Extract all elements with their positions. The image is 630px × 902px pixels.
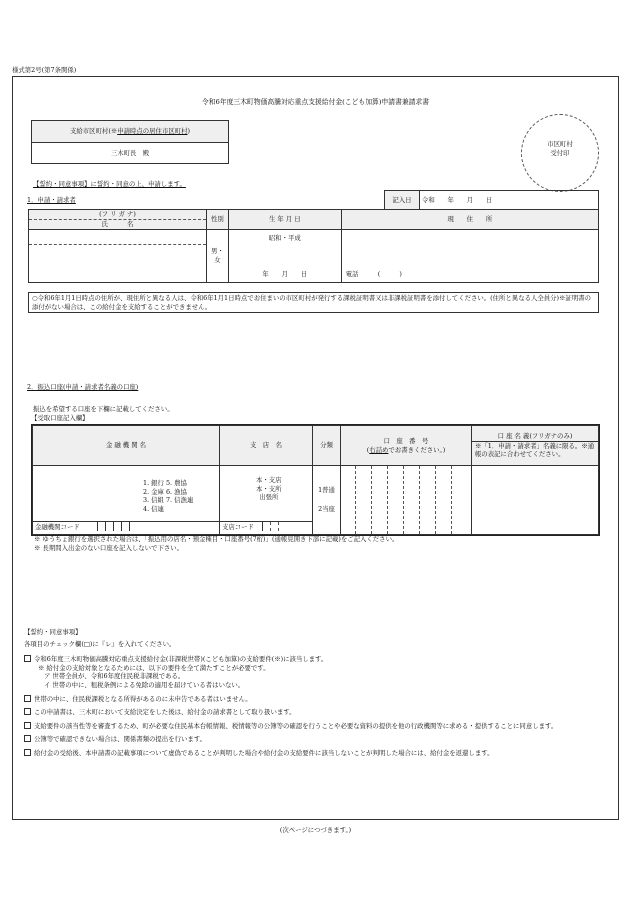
holder-field[interactable] [472, 466, 599, 535]
checkbox[interactable] [24, 695, 31, 702]
consent-notice: 【誓約・同意事項】に誓約・同意の上、申請します。 [33, 180, 186, 188]
name-field[interactable] [29, 230, 207, 283]
holder-label-cell [472, 426, 599, 466]
entry-date [384, 190, 599, 210]
account-table [31, 424, 600, 536]
form-number: 様式第2号(第7条関係) [12, 66, 77, 74]
dob-field[interactable] [228, 230, 341, 283]
account-notes [34, 535, 398, 552]
account-box-title: 【受取口座記入欄】 [31, 414, 89, 422]
stamp-line1: 市区町村 [547, 140, 573, 148]
consent-item[interactable]: 支給要件の該当性等を審査するため、町が必要な住民基本台帳情報、税情報等の公簿等の確認を行うことや必要な資料の提供を他の行政機関等に求める・提供することに同意します。 [24, 722, 596, 731]
account-note: ※ 長期間入出金のない口座を記入しないで下さい。 [34, 543, 184, 552]
bank-code-label: 金融機関コード [35, 523, 80, 531]
acct-label: 口 座 番 号 [383, 436, 429, 445]
consent-sub-note: イ 世帯の中に、租税条例による免除の適用を届けている者はいない。 [44, 680, 245, 689]
holder-label: 口 座 名 義(フリガナのみ) [472, 432, 598, 442]
checkbox[interactable] [24, 749, 31, 756]
addressee-box [31, 120, 229, 164]
consent-item[interactable]: 令和6年度三木町物価高騰対応重点支援給付金(非課税世帯)(こども加算)の支給要件(※)に該当します。 [24, 655, 596, 664]
checkbox[interactable] [24, 735, 31, 742]
branch-code-input[interactable] [262, 522, 286, 534]
acct-label-cell [341, 426, 472, 466]
bank-code-row [33, 521, 219, 534]
form-title: 令和6年度三木町物価高騰対応重点支援給付金(こども加算)申請書兼請求書 [201, 98, 430, 106]
holder-note: ※「1．申請・請求者」名義に限る。※通帳の表記に合わせてください。 [475, 441, 595, 459]
address-field[interactable] [341, 230, 598, 283]
address-label: 現 住 所 [341, 210, 598, 230]
name-label: 氏 名 [29, 219, 206, 229]
bank-code-input[interactable] [97, 522, 130, 534]
bank-field[interactable] [33, 466, 220, 535]
section2-heading: 2．振込口座(申請・請求者名義の口座) [27, 383, 139, 391]
consent-item[interactable]: この申請書は、三木町において支給決定をした後は、給付金の請求書として取り扱います。 [24, 708, 596, 717]
era-options: 昭和・平成 [268, 234, 301, 242]
checkbox[interactable] [24, 655, 31, 662]
consent-item[interactable]: 給付金の受給後、本申請書の記載事項について虚偽であることが判明した場合や給付金の支給要件に該当しないことが判明した場合には、給付金を返還します。 [24, 749, 596, 758]
consent-item[interactable]: 世帯の中に、住民税課税となる所得があるのに未申告である者はいません。 [24, 695, 596, 704]
type-label: 分類 [313, 426, 341, 466]
branch-code-row [220, 521, 312, 534]
branch-label: 支 店 名 [220, 426, 313, 466]
section1-heading: 1．申請・請求者 [27, 196, 76, 204]
branch-type-list[interactable]: 本・支店 本・支所 出張所 [256, 476, 282, 502]
footer-continued: (次ページにつづきます。) [279, 826, 352, 834]
phone-field[interactable]: 電話 ( ) [345, 270, 402, 279]
gender-options[interactable]: 男・女 [207, 230, 229, 283]
acct-number-field[interactable] [341, 466, 472, 535]
applicant-table [28, 209, 599, 283]
consent-item[interactable]: 公簿等で確認できない場合は、関係書類の提出を行います。 [24, 735, 596, 744]
dob-format: 年 月 日 [262, 270, 308, 279]
furigana-label: (フ リ ガ ナ) [99, 210, 136, 219]
account-intro: 振込を希望する口座を下欄に記載してください。 [33, 405, 174, 413]
consent-sub-note: ア 世帯全員が、令和6年度住民税非課税である。 [44, 672, 185, 681]
consent-list [24, 655, 596, 758]
dob-label: 生 年 月 日 [228, 210, 341, 230]
consent-heading: 【誓約・同意事項】 [24, 628, 82, 636]
bank-label: 金 融 機 関 名 [33, 426, 220, 466]
acct-note: (右詰めでお書きください。) [366, 445, 446, 454]
entry-date-field[interactable]: 令和 年 月 日 [420, 191, 599, 210]
consent-sub-note: ※ 給付金の支給対象となるためには、以下の要件を全て満たすことが必要です。 [38, 663, 270, 672]
name-header [29, 210, 207, 230]
stamp-line2: 受付印 [550, 148, 570, 157]
checkbox[interactable] [24, 722, 31, 729]
checkbox[interactable] [24, 708, 31, 715]
branch-field[interactable] [220, 466, 313, 535]
entry-date-label: 記入日 [385, 191, 420, 210]
branch-code-label: 支店コード [222, 523, 254, 531]
reception-stamp [521, 114, 599, 192]
consent-instruction: 各項目のチェック欄(□)に『レ』を入れてください。 [24, 640, 176, 648]
acct-type-field[interactable]: 1普通 2当座 [313, 466, 341, 535]
residence-note: ○令和6年1月1日時点の住所が、現住所と異なる人は、令和6年1月1日時点でお住まいの市区町村が発行する課税証明書又は非課税証明書を添付してください。(住所と異なる人全員分)※証明書の添付がない場合は、この給付金を支給することができません。 [28, 292, 599, 313]
account-note: ※ ゆうちょ銀行を選択された場合は、「振込用の店名・預金種目・口座番号(7桁)」(通帳見開き下部に記載)をご記入ください。 [34, 535, 399, 543]
addressee-name: 三木町長 殿 [32, 143, 229, 164]
gender-label: 性別 [207, 210, 229, 230]
addressee-label: 支給市区町村(※申請時点の居住市区町村) [32, 121, 229, 143]
bank-type-list[interactable]: 1. 銀行 5. 農協 2. 金庫 6. 漁協 3. 信組 7. 信漁連 4. 信連 [143, 479, 194, 513]
